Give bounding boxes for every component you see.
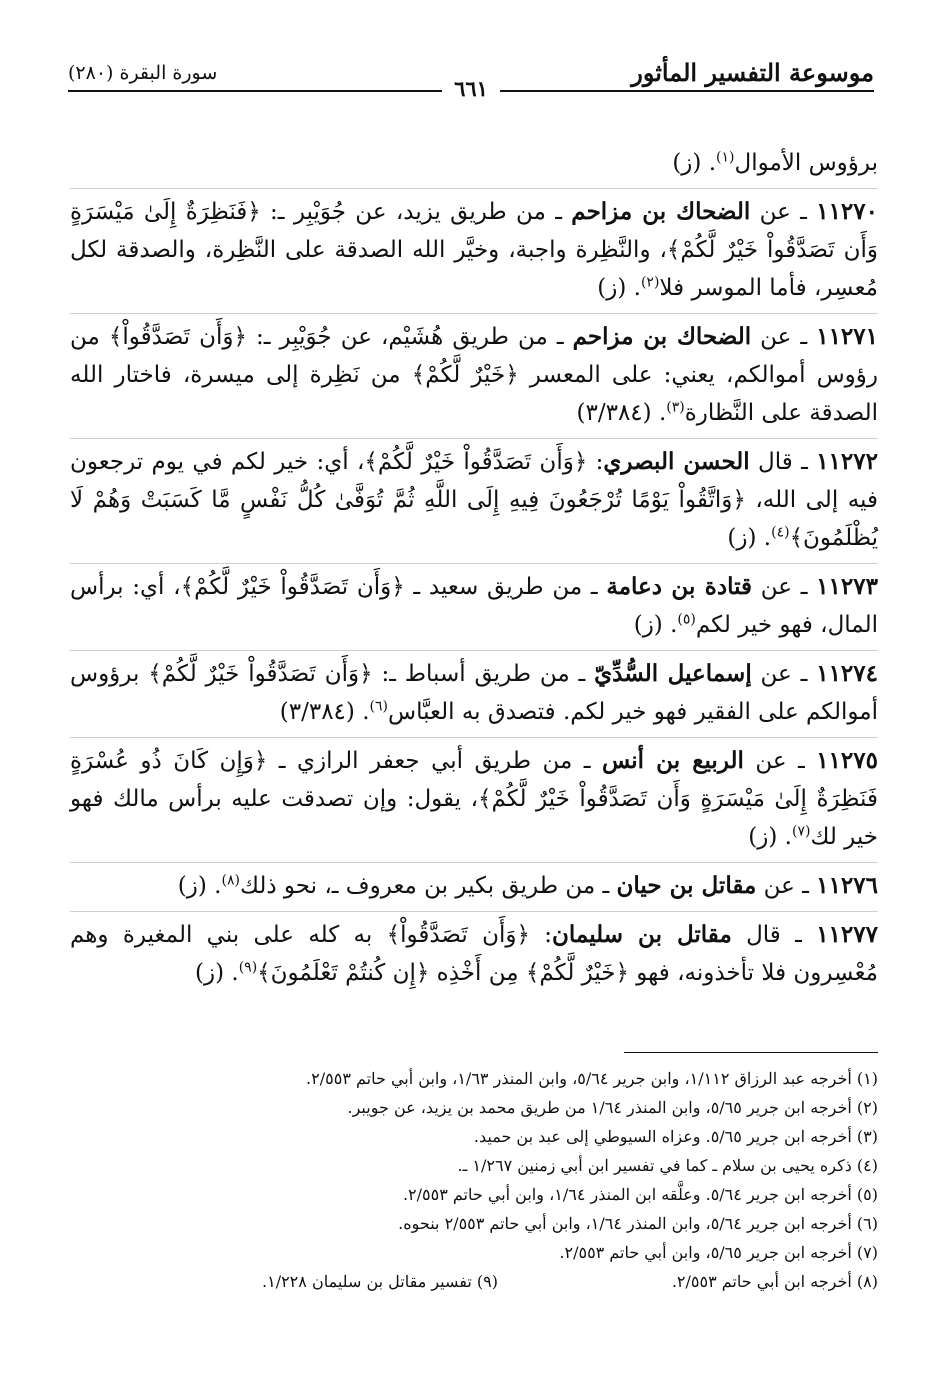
entry-11274	[70, 651, 878, 738]
footnote: (٧) أخرجه ابن جرير ٥/٦٥، وابن أبي حاتم ٢/٥٥٣.	[559, 1243, 878, 1262]
entry-11271	[70, 314, 878, 439]
book-title: موسوعة التفسير المأثور	[631, 58, 874, 87]
entry-number: ١١٢٧٣	[816, 573, 878, 600]
footnote: (٨) أخرجه ابن أبي حاتم ٢/٥٥٣.	[671, 1272, 878, 1291]
dash: ـ	[792, 449, 817, 475]
entry-text: : ﴿وَأَن تَصَدَّقُواْ﴾ به كله على بني المغيرة وهم مُعْسِرون فلا تأخذونه، فهو ﴿خَيْرٌ لَّكُمْ﴾ مِن أَخْذِه ﴿إِن كُنتُمْ تَعْلَمُونَ﴾	[70, 922, 878, 986]
dash: ـ	[791, 661, 817, 687]
surah-label: سورة البقرة (٢٨٠)	[68, 62, 218, 84]
footnote: (٥) أخرجه ابن جرير ٥/٦٤. وعلَّقه ابن المنذر ١/٦٤، وابن أبي حاتم ٢/٥٥٣.	[402, 1185, 878, 1204]
entry-text: ـ من طريق بكير بن معروف ـ، نحو ذلك	[239, 873, 617, 899]
footnote-ref: (٢)	[640, 274, 660, 291]
entry-tail: . (ز)	[597, 275, 641, 301]
entry-tail: . (ز)	[177, 873, 222, 899]
dash: ـ	[794, 873, 817, 899]
entry-number: ١١٢٧٥	[816, 747, 878, 774]
footnotes	[70, 1064, 878, 1296]
dash: ـ	[791, 574, 817, 600]
entry-text: ـ من طريق يزيد، عن جُوَيْبِر ـ: ﴿فَنَظِرَةٌ إِلَىٰ مَيْسَرَةٍ وَأَن تَصَدَّقُواْ خَيْرٌ لَّكُمْ﴾، والنَّظِرة واجبة، وخيَّر الله الصدقة على النَّظِرة، والصدقة لكل مُعسِر، فأما الموسر فلا	[70, 199, 878, 301]
entry-tail: . (ز)	[195, 960, 239, 986]
entry-tail: . (ز)	[727, 525, 772, 551]
entry-tail: . (٣/٣٨٤)	[576, 400, 667, 426]
entry-text: ـ من طريق أسباط ـ: ﴿وَأَن تَصَدَّقُواْ خَيْرٌ لَّكُمْ﴾ برؤوس أموالكم على الفقير فهو خير لكم. فتصدق به العبَّاس	[70, 661, 878, 725]
said-word: قال	[731, 922, 781, 948]
said-word: قال	[749, 449, 793, 475]
narrator-name: الحسن البصري	[603, 448, 750, 475]
narrator-name: الربيع بن أنس	[601, 747, 744, 774]
page-number: ٦٦١	[442, 76, 500, 101]
narrator-name: الضحاك بن مزاحم	[571, 198, 751, 225]
entry-number: ١١٢٧٦	[816, 872, 878, 899]
entry-11270	[70, 189, 878, 314]
from-word: عن	[750, 199, 791, 225]
footnote: (١) أخرجه عبد الرزاق ١/١١٢، وابن جرير ٥/٦٤، وابن المنذر ١/٦٣، وابن أبي حاتم ٢/٥٥٣.	[306, 1069, 878, 1088]
footnote-ref: (٤)	[771, 524, 790, 541]
entry-tail: . (ز)	[633, 612, 678, 638]
narrator-name: مقاتل بن سليمان	[552, 921, 732, 948]
footnote: (٤) ذكره يحيى بن سلام ـ كما في تفسير ابن أبي زمنين ١/٢٦٧ ـ.	[457, 1156, 878, 1175]
entry-number: ١١٢٧٤	[816, 660, 878, 687]
dash: ـ	[780, 922, 817, 948]
footnote-ref: (٥)	[677, 611, 696, 628]
footnote-ref: (١)	[716, 149, 735, 166]
entry-11273	[70, 564, 878, 651]
entry-tail: . (٣/٣٨٤)	[279, 699, 370, 725]
entry-tail: . (ز)	[748, 824, 792, 850]
footnote: (٢) أخرجه ابن جرير ٥/٦٥، وابن المنذر ١/٦٤ من طريق محمد بن يزيد، عن جويبر.	[347, 1098, 878, 1117]
from-word: عن	[743, 748, 787, 774]
entry-text: ـ من طريق هُشَيْم، عن جُوَيْبِر ـ: ﴿وَأَن تَصَدَّقُواْ﴾ من رؤوس أموالكم، يعني: على المعسر ﴿خَيْرٌ لَّكُمْ﴾ من نَظِرة إلى ميسرة، فاختار الله الصدقة على النَّظارة	[70, 324, 878, 426]
footnote-ref: (٧)	[791, 823, 811, 840]
entry-number: ١١٢٧٧	[816, 921, 878, 948]
main-text	[70, 140, 878, 998]
entry-11276	[70, 863, 878, 912]
entry-11272	[70, 439, 878, 564]
entry-11275	[70, 738, 878, 863]
from-word: عن	[751, 324, 792, 350]
footnote-ref: (٦)	[369, 698, 388, 715]
dash: ـ	[790, 199, 817, 225]
footnote-ref: (٩)	[238, 959, 258, 976]
entry-text: ـ من طريق سعيد ـ ﴿وَأَن تَصَدَّقُواْ خَيْرٌ لَّكُمْ﴾، أي: برأس المال، فهو خير لكم	[70, 574, 878, 638]
entry-continuation	[70, 140, 878, 189]
page-header	[68, 58, 874, 106]
footnote-ref: (٣)	[666, 399, 685, 416]
narrator-name: مقاتل بن حيان	[616, 872, 757, 899]
narrator-name: قتادة بن دعامة	[606, 573, 753, 600]
dash: ـ	[786, 748, 817, 774]
entry-text: برؤوس الأموال	[734, 150, 878, 176]
narrator-name: إسماعيل السُّدِّيّ	[594, 660, 752, 687]
entry-number: ١١٢٧١	[816, 323, 878, 350]
entry-text: ـ من طريق أبي جعفر الرازي ـ ﴿وَإِن كَانَ ذُو عُسْرَةٍ فَنَظِرَةٌ إِلَىٰ مَيْسَرَةٍ وَأَن تَصَدَّقُواْ خَيْرٌ لَّكُمْ﴾، يقول: وإن تصدقت عليه برأس مالك فهو خير لك	[70, 748, 878, 850]
footnote: (٦) أخرجه ابن جرير ٥/٦٤، وابن المنذر ١/٦٤، وابن أبي حاتم ٢/٥٥٣ بنحوه.	[398, 1214, 878, 1233]
dash: ـ	[791, 324, 817, 350]
entry-11277	[70, 912, 878, 998]
entry-number: ١١٢٧٠	[816, 198, 878, 225]
footnote-separator	[624, 1052, 878, 1053]
footnote: (٩) تفسير مقاتل بن سليمان ١/٢٢٨.	[262, 1272, 498, 1291]
from-word: عن	[752, 574, 792, 600]
from-word: عن	[756, 873, 795, 899]
narrator-name: الضحاك بن مزاحم	[572, 323, 752, 350]
footnote: (٣) أخرجه ابن جرير ٥/٦٥. وعزاه السيوطي إلى عبد بن حميد.	[473, 1127, 878, 1146]
entry-tail: . (ز)	[672, 150, 717, 176]
entry-number: ١١٢٧٢	[816, 448, 878, 475]
from-word: عن	[751, 661, 792, 687]
footnote-ref: (٨)	[221, 872, 240, 889]
entry-text: : ﴿وَأَن تَصَدَّقُواْ خَيْرٌ لَّكُمْ﴾، أي: خير لكم في يوم ترجعون فيه إلى الله، ﴿وَاتَّقُواْ يَوْمًا تُرْجَعُونَ فِيهِ إِلَى اللَّهِ ثُمَّ تُوَفَّىٰ كُلُّ نَفْسٍ مَّا كَسَبَتْ وَهُمْ لَا يُظْلَمُونَ﴾	[70, 449, 878, 551]
footnote-pair	[70, 1267, 878, 1296]
